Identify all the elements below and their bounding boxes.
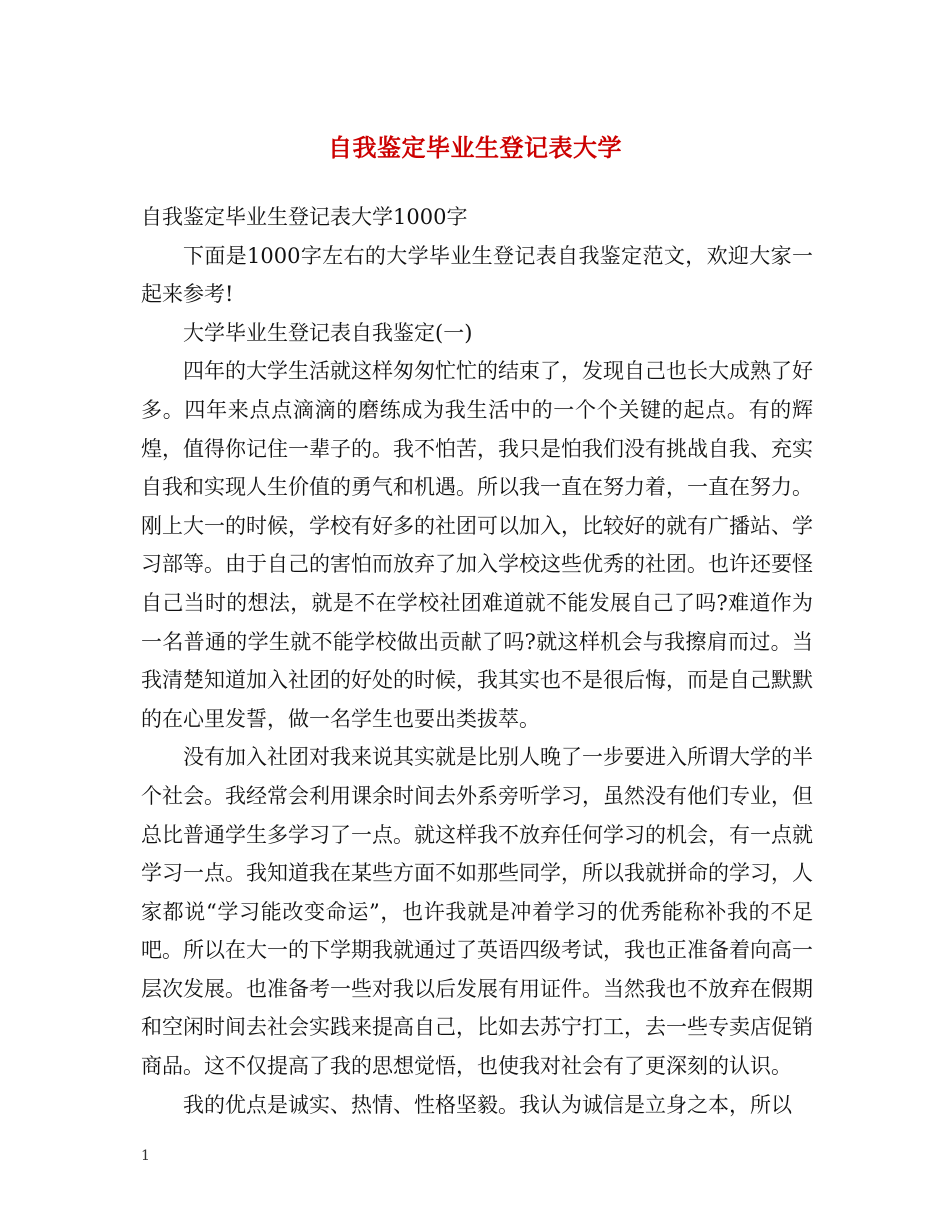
paragraph-body: 四年的大学生活就这样匆匆忙忙的结束了，发现自己也长大成熟了好多。四年来点点滴滴的磨练成为我生活中的一个个关键的起点。有的辉煌，值得你记住一辈子的。我不怕苦，我只是怕我们没有挑战自我、充实自我和实现人生价值的勇气和机遇。所以我一直在努力着，一直在努力。刚上大一的时候，学校有好多的社团可以加入，比较好的就有广播站、学习部等。由于自己的害怕而放弃了加入学校这些优秀的社团。也许还要怪自己当时的想法，就是不在学校社团难道就不能发展自己了吗?难道作为一名普通的学生就不能学校做出贡献了吗?就这样机会与我擦肩而过。当我清楚知道加入社团的好处的时候，我其实也不是很后悔，而是自己默默的在心里发誓，做一名学生也要出类拔萃。 [141,359,813,731]
document-body [141,198,813,1124]
paragraph-subtitle: 自我鉴定毕业生登记表大学1000字 [141,205,468,229]
page-number: 1 [141,1148,150,1164]
paragraph-body: 我的优点是诚实、热情、性格坚毅。我认为诚信是立身之本，所以 [183,1092,792,1117]
section-heading: 大学毕业生登记表自我鉴定(一) [183,320,473,345]
document-title: 自我鉴定毕业生登记表大学 [328,133,622,162]
paragraph-intro: 下面是1000字左右的大学毕业生登记表自我鉴定范文，欢迎大家一起来参考! [141,243,813,307]
paragraph-body: 没有加入社团对我来说其实就是比别人晚了一步要进入所谓大学的半个社会。我经常会利用课余时间去外系旁听学习，虽然没有他们专业，但总比普通学生多学习了一点。就这样我不放弃任何学习的机会，有一点就学习一点。我知道我在某些方面不如那些同学，所以我就拼命的学习，人家都说“学习能改变命运”，也许我就是冲着学习的优秀能称补我的不足吧。所以在大一的下学期我就通过了英语四级考试，我也正准备着向高一层次发展。也准备考一些对我以后发展有用证件。当然我也不放弃在假期和空闲时间去社会实践来提高自己，比如去苏宁打工，去一些专卖店促销商品。这不仅提高了我的思想觉悟，也使我对社会有了更深刻的认识。 [141,745,813,1079]
